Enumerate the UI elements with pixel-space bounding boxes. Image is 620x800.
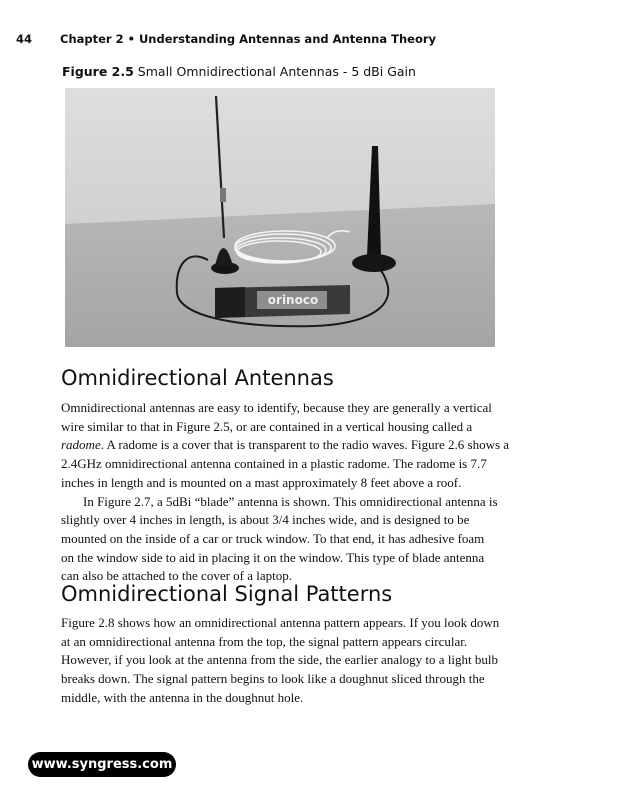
blade-antenna-base bbox=[352, 254, 396, 272]
paragraph-signal-patterns bbox=[61, 614, 543, 708]
section-heading-omnidirectional-signal-patterns: Omnidirectional Signal Patterns bbox=[61, 582, 393, 606]
chapter-title: Chapter 2 • Understanding Antennas and Antenna Theory bbox=[60, 32, 437, 46]
section-heading-omnidirectional-antennas: Omnidirectional Antennas bbox=[61, 366, 334, 390]
text-line: breaks down. The signal pattern begins to look like a doughnut sliced through the bbox=[61, 671, 485, 687]
paragraph-omnidirectional-antennas bbox=[61, 399, 543, 586]
text-line bbox=[61, 436, 543, 455]
text-line: middle, with the antenna in the doughnut hole. bbox=[61, 689, 304, 705]
figure-caption bbox=[62, 64, 416, 79]
italic-term-radome: radome bbox=[61, 437, 101, 453]
running-head bbox=[16, 32, 576, 46]
whip-antenna-coil bbox=[220, 188, 226, 202]
page-number: 44 bbox=[16, 32, 33, 46]
text-line: inches in length and is mounted on a mast approximately 8 feet above a roof. bbox=[61, 474, 462, 490]
pc-card-brand-text: orinoco bbox=[267, 293, 319, 307]
orinoco-pc-card bbox=[215, 285, 350, 318]
text-line: 2.4GHz omnidirectional antenna contained in a plastic radome. The radome is 7.7 bbox=[61, 456, 487, 472]
text-line: In Figure 2.7, a 5dBi “blade” antenna is shown. This omnidirectional antenna is bbox=[83, 493, 498, 509]
figure-label: Figure 2.5 bbox=[62, 64, 134, 79]
footer-url-badge[interactable]: www.syngress.com bbox=[28, 752, 176, 777]
text-line: mounted on the inside of a car or truck window. To that end, it has adhesive foam bbox=[61, 530, 485, 546]
text-line: Figure 2.8 shows how an omnidirectional antenna pattern appears. If you look down bbox=[61, 615, 500, 630]
text-line: However, if you look at the antenna from the side, the earlier analogy to a light bulb bbox=[61, 652, 499, 668]
text-line: wire similar to that in Figure 2.5, or are contained in a vertical housing called a bbox=[61, 418, 473, 434]
text-line: slightly over 4 inches in length, is about 3/4 inches wide, and is designed to be bbox=[61, 512, 470, 528]
text-line-rest: . A radome is a cover that is transparent to the radio waves. Figure 2.6 shows a bbox=[100, 437, 510, 453]
text-line: at an omnidirectional antenna from the top, the signal pattern appears circular. bbox=[61, 633, 468, 649]
figure-photo bbox=[65, 88, 495, 347]
text-line: can also be attached to the cover of a laptop. bbox=[61, 568, 293, 584]
text-line: Omnidirectional antennas are easy to identify, because they are generally a vertical bbox=[61, 400, 492, 415]
text-line: on the window side to aid in placing it on the window. This type of blade antenna bbox=[61, 549, 485, 565]
figure-title: Small Omnidirectional Antennas - 5 dBi Gain bbox=[137, 64, 416, 79]
antennas-photo-illustration bbox=[65, 88, 495, 347]
